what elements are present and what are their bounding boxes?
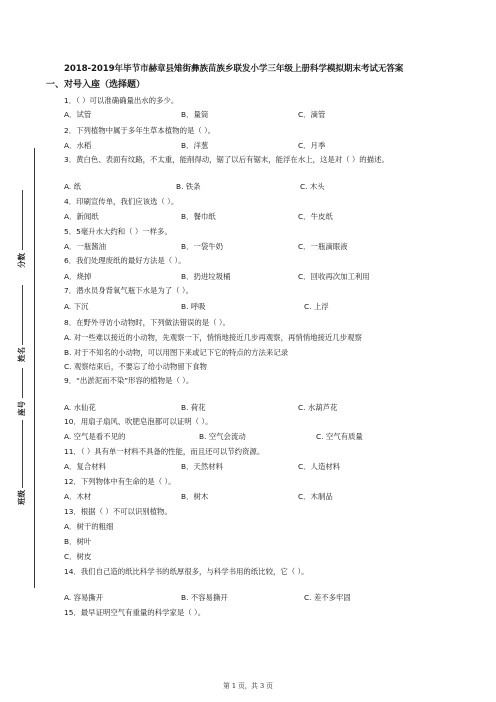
q14-option-c: C. 差不多牢固	[304, 593, 351, 602]
score-blank	[22, 190, 23, 250]
q10-option-a: A. 空气是看不见的	[64, 432, 126, 441]
question-4: 4．印刷宣传单，我们应该选（ ）。	[64, 197, 179, 206]
q9-option-c: C. 水葫芦花	[298, 403, 338, 412]
class-label: 班级	[17, 490, 26, 505]
q13-option-c: C．树皮	[64, 552, 92, 561]
q3-option-a: A. 纸	[64, 182, 82, 191]
q14-option-b: B. 不容易撕开	[181, 593, 228, 602]
q3-option-c: C. 木头	[300, 182, 325, 191]
q3-option-b: B. 铁条	[176, 182, 201, 191]
name-blank	[22, 285, 23, 345]
q4-option-c: C．牛皮纸	[298, 212, 333, 221]
page-title: 2018-2019年毕节市赫章县雉街彝族苗族乡联发小学三年级上册科学模拟期末考试无答案	[64, 64, 404, 74]
q2-option-c: C．月季	[298, 141, 326, 150]
q7-option-c: C. 上浮	[304, 302, 329, 311]
q14-option-a: A. 容易撕开	[64, 593, 104, 602]
q5-option-c: C．一瓶滴眼液	[298, 242, 348, 251]
q13-option-a: A．树干的粗细	[64, 522, 114, 531]
question-7: 7．潜水员身背氧气瓶下水是为了（ ）。	[64, 286, 193, 295]
question-3: 3．黄白色、表面有纹路，不太重，能削得动，锯了以后有锯末，能浮在水上，这是对（ ）的描述。	[64, 155, 389, 164]
q12-option-a: A．木材	[64, 492, 92, 501]
q8-option-a: A. 对一些难以接近的小动物，先观察一下，悄悄地接近几步再观察，再悄悄地接近几步观察	[64, 333, 362, 342]
q1-option-c: C．滴管	[298, 110, 326, 119]
q9-option-b: B. 荷花	[181, 403, 206, 412]
q5-option-b: B．一袋牛奶	[181, 242, 224, 251]
q1-option-a: A．试管	[64, 110, 92, 119]
q5-option-a: A．一瓶酱油	[64, 242, 107, 251]
q11-option-b: B．天然材料	[181, 462, 224, 471]
q12-option-b: B．树木	[181, 492, 209, 501]
seat-blank	[22, 368, 23, 398]
question-1: 1．（ ）可以准确确量出水的多少。	[64, 96, 179, 105]
question-15: 15．最早证明空气有重量的科学家是（ ）。	[64, 608, 206, 617]
q11-option-c: C．人造材料	[298, 462, 341, 471]
q1-option-b: B．量筒	[181, 110, 209, 119]
q12-option-c: C．木制品	[298, 492, 333, 501]
q8-option-b: B. 对于不知名的小动物，可以用图下来或记下它的特点的方法来记录	[64, 348, 289, 357]
class-blank	[22, 420, 23, 488]
q4-option-a: A．新闻纸	[64, 212, 99, 221]
binding-line	[34, 148, 35, 588]
q7-option-b: B. 呼吸	[181, 302, 206, 311]
question-10: 10．用扇子扇风、吹肥皂泡都可以证明（ ）。	[64, 417, 213, 426]
q10-option-c: C. 空气有质量	[316, 432, 363, 441]
question-8: 8．在野外寻访小动物时，下列做法错误的是（ ）。	[64, 318, 230, 327]
seat-label: 座号	[17, 401, 26, 416]
q4-option-b: B．餐巾纸	[181, 212, 216, 221]
question-2: 2．下列植物中属于多年生草本植物的是（ ）。	[64, 126, 216, 135]
q2-option-a: A．水稻	[64, 141, 92, 150]
score-label: 分数	[17, 253, 26, 268]
q6-option-c: C．回收再次加工利用	[298, 272, 370, 281]
q8-option-c: C. 观察结束后，不要忘了给小动物留下食物	[64, 362, 207, 371]
page-footer: 第 1 页，共 3 页	[223, 682, 273, 690]
question-6: 6．我们处理废纸的最好方法是（ ）。	[64, 256, 186, 265]
question-12: 12．下列物体中有生命的是（ ）。	[64, 477, 176, 486]
question-13: 13．根据（ ）不可以识别植物。	[64, 507, 172, 516]
question-11: 11．（ ）具有单一材料不具备的性能，而且还可以节约资源。	[64, 447, 265, 456]
q11-option-a: A．复合材料	[64, 462, 107, 471]
q10-option-b: B. 空气会流动	[199, 432, 246, 441]
q7-option-a: A. 下沉	[64, 302, 89, 311]
q6-option-b: B．扔进垃圾桶	[181, 272, 231, 281]
question-5: 5．5毫升水大约和（ ）一样多。	[64, 227, 172, 236]
name-label: 姓名	[17, 347, 26, 362]
question-9: 9．“出淤泥而不染”形容的植物是（ ）。	[64, 376, 194, 385]
q13-option-b: B．树叶	[64, 537, 92, 546]
question-14: 14．我们自己造的纸比科学书的纸厚很多，与科学书用的纸比较，它（ ）。	[64, 567, 309, 576]
q6-option-a: A．烧掉	[64, 272, 92, 281]
q9-option-a: A. 水仙花	[64, 403, 96, 412]
section-heading: 一、对号入座（选择题）	[46, 80, 146, 90]
q2-option-b: B．洋葱	[181, 141, 209, 150]
